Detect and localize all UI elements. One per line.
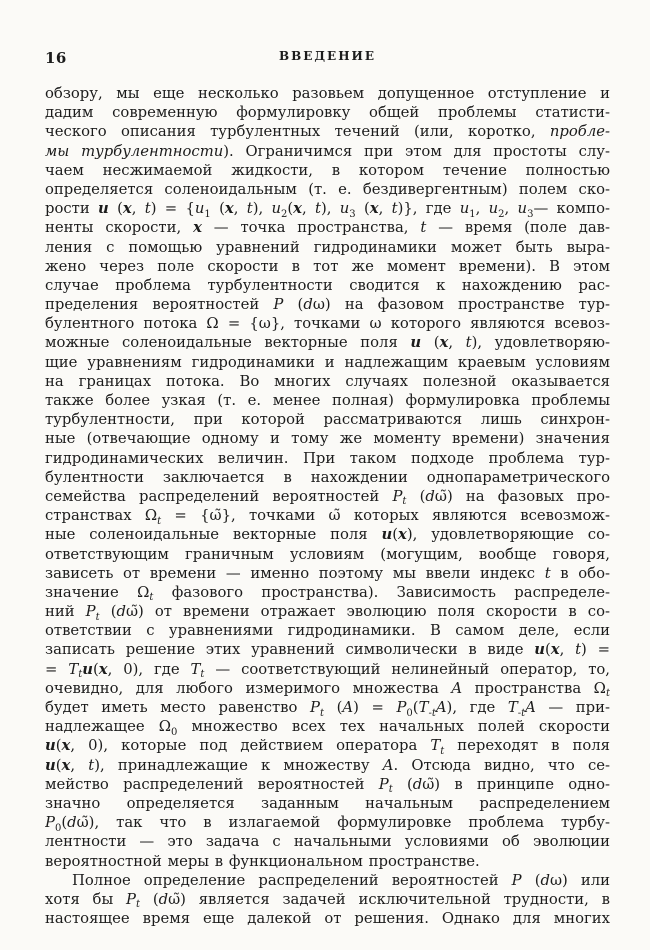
text-line: хотя бы $P_t$ (dω̃) является задачей исключительной трудности, в (45, 890, 610, 910)
text-line: записать решение этих уравнений символически в виде u(x, t) = (45, 641, 610, 659)
text-line: ответствии с уравнениями гидродинамики. В самом деле, если (45, 622, 610, 640)
text-line: рости u (x, $t) = \{u_1$ (x, t), $u_2(x$, t), $u_3$ (x, t)}, где $u_1$, $u_2$, $u_3—$ компо- (45, 200, 610, 219)
text-line: надлежащее $\Omega_0$ множество всех тех начальных полей скорости (45, 718, 610, 737)
text-line: зависеть от времени — именно поэтому мы ввели индекс t в обо- (45, 564, 610, 582)
text-line: гидродинамических величин. При таком подходе проблема тур- (45, 449, 610, 467)
page-header-row (45, 49, 610, 67)
text-line: ные (отвечающие одному и тому же моменту времени) значения (45, 430, 610, 448)
text-line: очевидно, для любого измеримого множества A пространства $\Omega_t$ (45, 679, 610, 698)
text-line: ненты скорости, x — точка пространства, t — время (поле дав- (45, 219, 610, 237)
text-line: будет иметь место равенство $P_t$ $(A) = P_0(T_{-t}A)$, где $T_{-t}A$ — при- (45, 699, 610, 718)
text-line: булентного потока Ω = {ω}, точками ω которого являются всевоз- (45, 315, 610, 333)
running-header: ВВЕДЕНИЕ (278, 49, 377, 63)
page-number: 16 (45, 49, 67, 67)
text-line: странствах $\Omega_t$ = {ω̃}, точками ω̃ которых являются всевозмож- (45, 507, 610, 526)
text-line: на границах потока. Во многих случаях полезной оказывается (45, 372, 610, 390)
text-line: определяется соленоидальным (т. е. бездивергентным) полем ско- (45, 180, 610, 198)
text-line: ний $P_t$ (dω̃) от времени отражает эволюцию поля скорости в со- (45, 603, 610, 622)
text-line: ческого описания турбулентных течений (или, коротко, пробле- (45, 123, 610, 141)
text-line: случае проблема турбулентности сводится к нахождению рас- (45, 276, 610, 294)
text-line: щие уравнениям гидродинамики и надлежащим краевым условиям (45, 353, 610, 371)
text-line: = $T_tu(x$, 0), где $T_t$ — соответствующий нелинейный оператор, то, (45, 660, 610, 679)
text-line: семейства распределений вероятностей $P_t$ (dω̃) на фазовых про- (45, 487, 610, 507)
text-line: u(x, 0), которые под действием оператора $T_t$ переходят в поля (45, 737, 610, 756)
text-line: ные соленоидальные векторные поля u(x), удовлетворяющие со- (45, 526, 610, 544)
text-line: u(x, t), принадлежащие к множеству A. Отсюда видно, что се- (45, 756, 610, 774)
text-line: вероятностной меры в функциональном пространстве. (45, 852, 480, 870)
text-line: ления с помощью уравнений гидродинамики может быть выра- (45, 238, 610, 256)
text-line: также более узкая (т. е. менее полная) формулировка проблемы (45, 392, 610, 409)
text-line: турбулентности, при которой рассматриваются лишь синхрон- (45, 411, 610, 429)
text-line: $P_0(d\omegã)$, так что в излагаемой формулировке проблема турбу- (45, 814, 610, 833)
text-line: лентности — это задача с начальными условиями об эволюции (45, 833, 610, 851)
text-line: ответствующим граничным условиям (могущим, вообще говоря, (45, 545, 610, 563)
text-line: мейство распределений вероятностей $P_t$ (dω̃) в принципе одно- (45, 775, 610, 794)
text-line: Полное определение распределений вероятностей P (dω) или (72, 871, 610, 889)
text-line: жено через поле скорости в тот же момент времени). В этом (45, 257, 610, 275)
text-line: чаем несжимаемой жидкости, в котором течение полностью (45, 161, 610, 179)
text-line: настоящее время еще далекой от решения. Однако для многих (45, 910, 610, 928)
text-line: значение $\Omega_t$ фазового пространства). Зависимость распределе- (45, 583, 610, 603)
text-line: дадим современную формулировку общей проблемы статисти- (45, 104, 610, 122)
text-line: пределения вероятностей P (dω) на фазовом пространстве тур- (45, 296, 610, 314)
body-text (45, 84, 610, 928)
text-line: булентности заключается в нахождении однопараметрического (45, 468, 610, 486)
text-line: мы турбулентности). Ограничимся при этом для простоты слу- (45, 142, 610, 160)
text-line: обзору, мы еще несколько разовьем допущенное отступление и (45, 85, 610, 102)
text-line: значно определяется заданным начальным распределением (45, 794, 610, 812)
text-line: можные соленоидальные векторные поля u (x, t), удовлетворяю- (45, 334, 610, 352)
